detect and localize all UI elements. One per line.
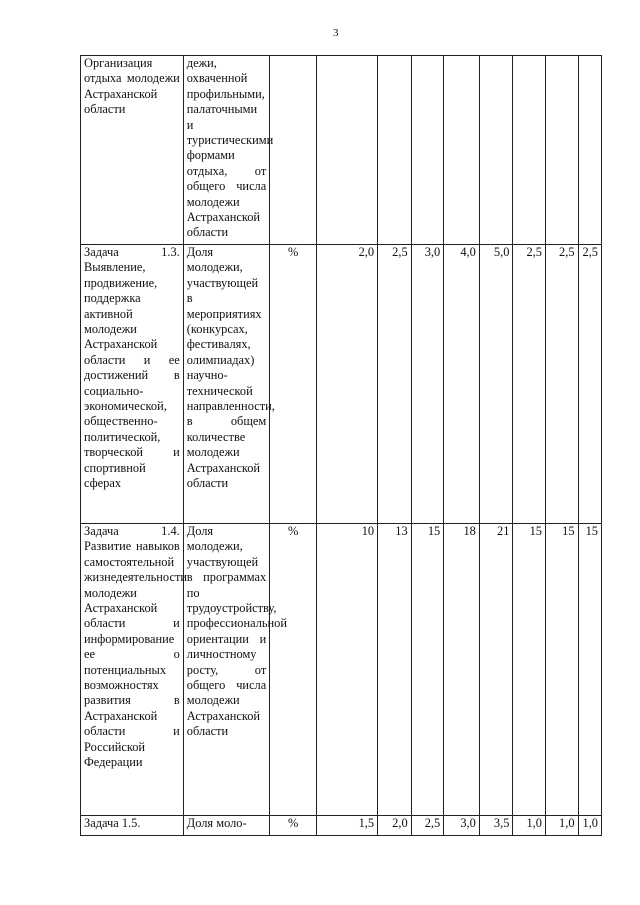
unit-cell [270, 56, 317, 245]
task-cell: Задача 1.4. Развитие навыков самостоятельной жизнедеятельности молодежи Астраханской области и информирование ее о потенциальных возможностях развития в Астраханской области и Российской Федерации [81, 524, 184, 816]
value-cell: 2,0 [378, 816, 412, 836]
value-cell: 2,5 [545, 245, 578, 524]
value-cell [378, 56, 412, 245]
value-cell: 3,5 [479, 816, 513, 836]
value-cell: 13 [378, 524, 412, 816]
value-cell: 2,5 [513, 245, 546, 524]
value-cell: 15 [578, 524, 601, 816]
value-cell [411, 56, 444, 245]
value-cell: 2,5 [378, 245, 412, 524]
value-cell: 2,5 [411, 816, 444, 836]
value-cell: 2,0 [317, 245, 378, 524]
value-cell [578, 56, 601, 245]
indicator-cell: Доля моло- [183, 816, 269, 836]
indicator-cell: дежи, охваченной профильными, палаточными и туристическими формами отдыха, от общего числа молодежи Астраханской области [183, 56, 269, 245]
unit-cell: % [270, 245, 317, 524]
value-cell [444, 56, 480, 245]
value-cell: 10 [317, 524, 378, 816]
indicators-table [80, 55, 602, 836]
task-cell: Задача 1.3. Выявление, продвижение, поддержка активной молодежи Астраханской области и ее достижений в социально-экономической, общественно-политической, творческой и спортивной сферах [81, 245, 184, 524]
value-cell: 4,0 [444, 245, 480, 524]
table-row [81, 816, 602, 836]
value-cell: 18 [444, 524, 480, 816]
unit-cell: % [270, 524, 317, 816]
value-cell: 2,5 [578, 245, 601, 524]
value-cell [545, 56, 578, 245]
task-cell: Организация отдыха молодежи Астраханской области [81, 56, 184, 245]
page-number: 3 [333, 27, 339, 39]
value-cell [479, 56, 513, 245]
value-cell: 1,0 [513, 816, 546, 836]
indicator-cell: Доля молодежи, участвующей в программах по трудоустройству, профессиональной ориентации и личностному росту, от общего числа молодежи Астраханской области [183, 524, 269, 816]
value-cell: 15 [411, 524, 444, 816]
task-cell: Задача 1.5. [81, 816, 184, 836]
value-cell: 1,0 [578, 816, 601, 836]
value-cell: 3,0 [444, 816, 480, 836]
value-cell: 1,0 [545, 816, 578, 836]
value-cell: 5,0 [479, 245, 513, 524]
unit-cell: % [270, 816, 317, 836]
table-row [81, 245, 602, 524]
value-cell [513, 56, 546, 245]
value-cell [317, 56, 378, 245]
value-cell: 15 [545, 524, 578, 816]
value-cell: 3,0 [411, 245, 444, 524]
indicator-cell: Доля молодежи, участвующей в мероприятиях (конкурсах, фестивалях, олимпиадах) научно-технической направленности, в общем количестве молодежи Астраханской области [183, 245, 269, 524]
value-cell: 21 [479, 524, 513, 816]
table-row [81, 524, 602, 816]
table-row [81, 56, 602, 245]
value-cell: 15 [513, 524, 546, 816]
value-cell: 1,5 [317, 816, 378, 836]
